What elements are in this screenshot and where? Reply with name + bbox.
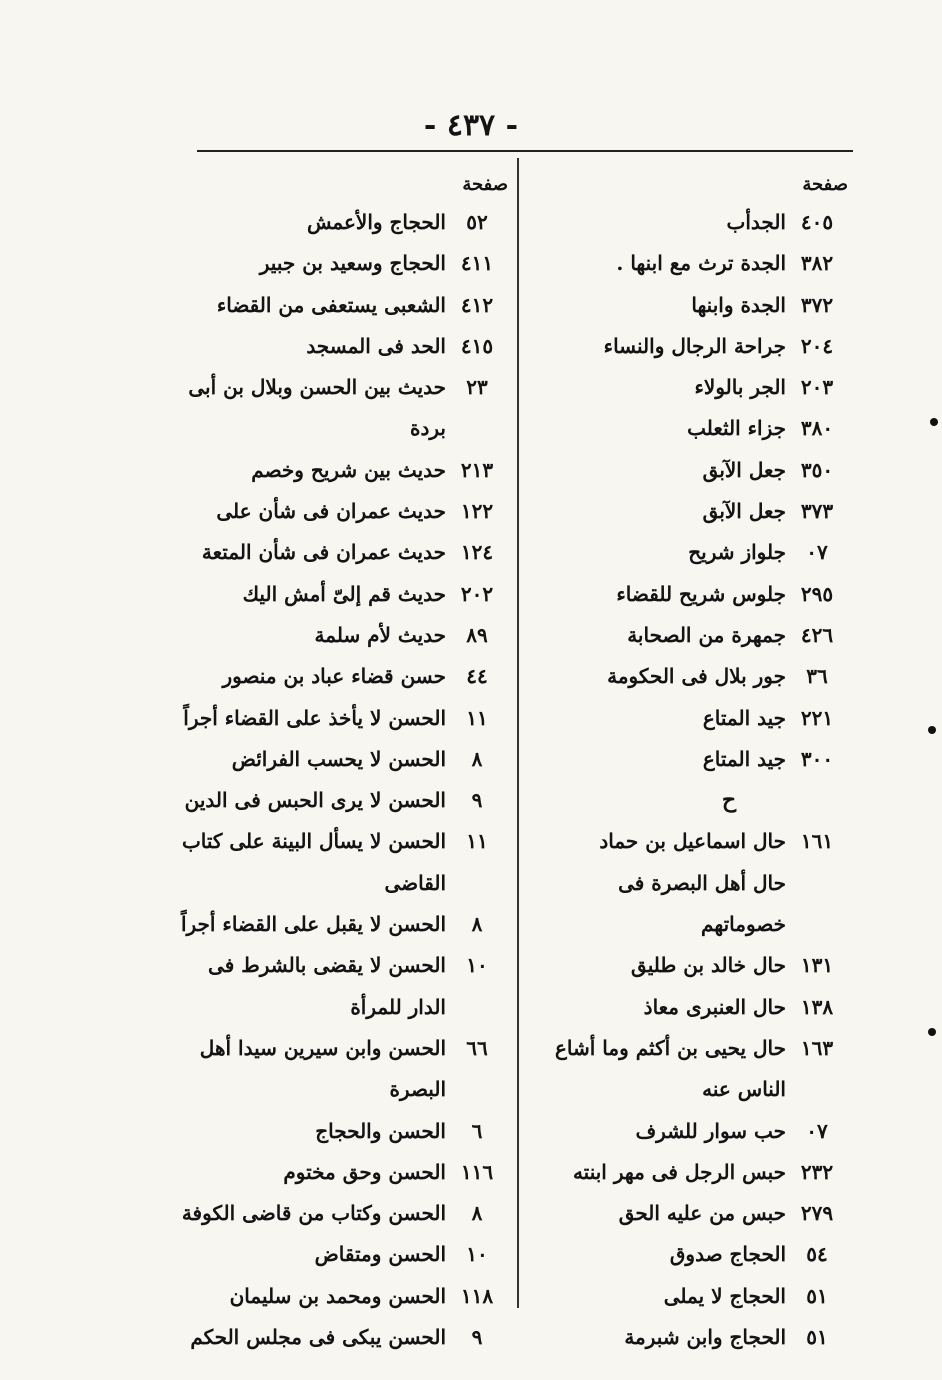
page-ref: ٠٧ [806, 540, 828, 565]
page-ref: ١٣٨ [800, 994, 834, 1019]
entry-title: الحسن وابن سيرين سيدا أهل البصرة [199, 1035, 446, 1102]
entry-title: الحجاج والأعمش [306, 210, 446, 234]
entry-title: حسن قضاء عباد بن منصور [222, 664, 446, 689]
page-ref: ٢٣٢ [800, 1159, 834, 1184]
index-entry [530, 656, 848, 697]
entry-title: الحجاج صدوق [669, 1242, 786, 1267]
index-entry [530, 367, 848, 408]
index-entry [180, 1028, 508, 1111]
index-entry [180, 1152, 508, 1193]
page-ref: ٩ [471, 788, 483, 813]
page-ref: ٤٠٥ [800, 210, 834, 234]
entry-title: الجدأب [726, 210, 786, 234]
entry-title: جيد المتاع [702, 746, 786, 771]
index-entry [180, 1111, 508, 1152]
page-ref: ٥١ [806, 1325, 828, 1350]
page-ref: ٣٨٢ [800, 251, 834, 276]
entry-title: حديث لأم سلمة [314, 622, 446, 647]
entry-title: الحجاج لا يملى [663, 1283, 786, 1308]
page-ref: ١٢٤ [460, 540, 494, 565]
entry-title: جزاء الثعلب [687, 416, 786, 441]
page-ref: ٣٥٠ [800, 457, 834, 482]
page-ref: ٥٤ [806, 1242, 828, 1267]
index-entry [180, 739, 508, 780]
entry-title: الحجاج وابن شبرمة [624, 1325, 786, 1350]
entry-title: الجدة ترث مع ابنها . [616, 251, 786, 276]
index-entry [530, 1317, 848, 1358]
index-entry [180, 945, 508, 1028]
page-ref: ٣٨٠ [800, 416, 834, 441]
index-entry [180, 367, 508, 450]
entry-title: جيد المتاع [702, 705, 786, 730]
index-entry [530, 698, 848, 739]
page-ref: ١١ [466, 829, 488, 854]
page-ref: ٢٠٤ [800, 333, 834, 358]
entry-title: حديث قم إلىّ أمش اليك [242, 581, 446, 606]
page-ref: ٨ [471, 1201, 483, 1226]
page-ref: ٦ [471, 1118, 483, 1143]
index-entry [530, 408, 848, 449]
entry-title: جعل الآبق [702, 457, 786, 482]
index-entry [530, 1234, 848, 1275]
page-ref: ٨٩ [466, 622, 488, 647]
entry-title: الحسن ومتقاض [314, 1242, 446, 1267]
index-entry [530, 739, 848, 780]
index-entry [180, 821, 508, 904]
page-ref: ٨ [471, 746, 483, 771]
column-header: صفحة [462, 174, 508, 195]
index-list [530, 202, 848, 780]
entry-title: الحسن ومحمد بن سليمان [229, 1283, 446, 1308]
margin-mark [928, 726, 936, 734]
index-entry [530, 1152, 848, 1193]
entry-title: حديث بين شريح وخصم [251, 457, 446, 482]
index-entry [530, 450, 848, 491]
page-ref: ٠٧ [806, 1118, 828, 1143]
margin-mark [930, 418, 938, 426]
index-list [180, 202, 508, 1358]
column-divider [517, 158, 519, 1308]
page-ref: ٣٧٢ [800, 292, 834, 317]
page-ref: ١١ [466, 705, 488, 730]
index-list [530, 821, 848, 1358]
page-ref: ١٢٢ [460, 499, 494, 524]
index-entry [180, 450, 508, 491]
entry-title: جلوس شريح للقضاء [616, 581, 786, 606]
column-header: صفحة [802, 174, 848, 195]
index-entry [180, 698, 508, 739]
entry-title: الحسن لا يسأل البينة على كتاب القاضى [181, 829, 446, 895]
index-entry [530, 821, 848, 862]
index-entry [530, 285, 848, 326]
entry-title: جمهرة من الصحابة [627, 622, 786, 647]
entry-title: الحسن وكتاب من قاضى الكوفة [181, 1201, 446, 1226]
page-ref: ١٦٣ [800, 1035, 834, 1060]
page-ref: ٢٧٩ [800, 1201, 834, 1226]
index-entry [180, 202, 508, 243]
index-entry [180, 491, 508, 532]
entry-title: حب سوار للشرف [635, 1118, 786, 1143]
index-entry [530, 243, 848, 284]
entry-title: حديث عمران فى شأن على [216, 499, 446, 524]
index-entry [530, 491, 848, 532]
entry-title: الحد فى المسجد [306, 333, 446, 358]
entry-title: الحسن وحق مختوم [283, 1159, 446, 1184]
page-ref: ٢٠٣ [800, 375, 834, 400]
page-ref: ٤٢٦ [800, 622, 834, 647]
index-entry [530, 1028, 848, 1111]
entry-title: حديث عمران فى شأن المتعة [201, 540, 446, 565]
page-ref: ٢١٣ [460, 457, 494, 482]
page-ref: ١١٦ [460, 1159, 494, 1184]
page-ref: ٢٣ [466, 375, 488, 400]
index-entry [180, 904, 508, 945]
page-ref: ٣٦ [806, 664, 828, 689]
page-ref: ٢٩٥ [800, 581, 834, 606]
entry-title: الحسن يبكى فى مجلس الحكم [190, 1325, 446, 1350]
index-entry [530, 615, 848, 656]
entry-title: جلواز شريح [688, 540, 786, 565]
right-column [530, 168, 848, 1358]
top-rule [197, 150, 853, 152]
entry-title: حال أهل البصرة فى خصوماتهم [618, 870, 786, 937]
entry-title: الحسن لا يرى الحبس فى الدين [184, 788, 446, 813]
index-entry [530, 1111, 848, 1152]
page-ref: ٦٦ [466, 1035, 488, 1060]
index-entry [180, 1317, 508, 1358]
page-ref: ٤١٥ [460, 333, 494, 358]
entry-title: الشعبى يستعفى من القضاء [216, 292, 446, 317]
index-entry [180, 574, 508, 615]
entry-title: الجر بالولاء [694, 375, 786, 400]
page-ref: ٩ [471, 1325, 483, 1350]
page-ref: ٤١٢ [460, 292, 494, 317]
index-entry [530, 532, 848, 573]
entry-title: حبس من عليه الحق [618, 1201, 786, 1226]
index-entry [180, 780, 508, 821]
page-ref: ٢٢١ [800, 705, 834, 730]
entry-title: حبس الرجل فى مهر ابنته [572, 1159, 786, 1184]
page-ref: ٥١ [806, 1283, 828, 1308]
entry-title: الجدة وابنها [691, 292, 786, 317]
left-column [180, 168, 508, 1358]
page-ref: ١٦١ [800, 829, 834, 854]
page-number: - ٤٣٧ - [423, 108, 519, 143]
index-entry [180, 615, 508, 656]
index-entry [530, 202, 848, 243]
page-ref: ١٠ [466, 953, 488, 978]
index-entry [530, 863, 848, 946]
margin-mark [928, 1028, 936, 1036]
entry-title: حال اسماعيل بن حماد [599, 829, 786, 854]
section-letter: ح [721, 787, 737, 814]
page-ref: ٤١١ [460, 251, 494, 276]
page-ref: ٤٤ [466, 664, 488, 689]
index-entry [530, 326, 848, 367]
entry-title: الحسن لا يقبل على القضاء أجراً [180, 912, 446, 937]
entry-title: حال يحيى بن أكثم وما أشاع الناس عنه [554, 1035, 786, 1102]
entry-title: الحسن لا يأخذ على القضاء أجراً [183, 705, 446, 730]
page-ref: ٣٠٠ [800, 746, 834, 771]
page-ref: ٥٢ [466, 210, 488, 234]
index-entry [180, 1193, 508, 1234]
entry-title: الحجاج وسعيد بن جبير [259, 251, 446, 276]
entry-title: الحسن لا يقضى بالشرط فى الدار للمرأة [208, 953, 446, 1019]
index-entry [530, 1276, 848, 1317]
page-ref: ١٣١ [800, 953, 834, 978]
index-entry [180, 326, 508, 367]
page-ref: ٣٧٣ [800, 499, 834, 524]
index-entry [530, 945, 848, 986]
index-entry [180, 243, 508, 284]
entry-title: حال العنبرى معاذ [643, 994, 786, 1019]
entry-title: جراحة الرجال والنساء [603, 333, 786, 358]
index-entry [530, 574, 848, 615]
index-entry [180, 1234, 508, 1275]
entry-title: جعل الآبق [702, 499, 786, 524]
index-entry [180, 285, 508, 326]
entry-title: الحسن والحجاج [315, 1118, 446, 1143]
page-ref: ٨ [471, 912, 483, 937]
index-entry [530, 1193, 848, 1234]
entry-title: الحسن لا يحسب الفرائض [231, 746, 446, 771]
entry-title: جور بلال فى الحكومة [607, 664, 786, 689]
entry-title: حال خالد بن طليق [631, 953, 786, 978]
index-entry [180, 1276, 508, 1317]
index-entry [180, 532, 508, 573]
entry-title: حديث بين الحسن وبلال بن أبى بردة [188, 375, 446, 441]
page-ref: ١١٨ [460, 1283, 494, 1308]
index-entry [530, 987, 848, 1028]
page-ref: ٢٠٢ [460, 581, 494, 606]
index-entry [180, 656, 508, 697]
page-ref: ١٠ [466, 1242, 488, 1267]
